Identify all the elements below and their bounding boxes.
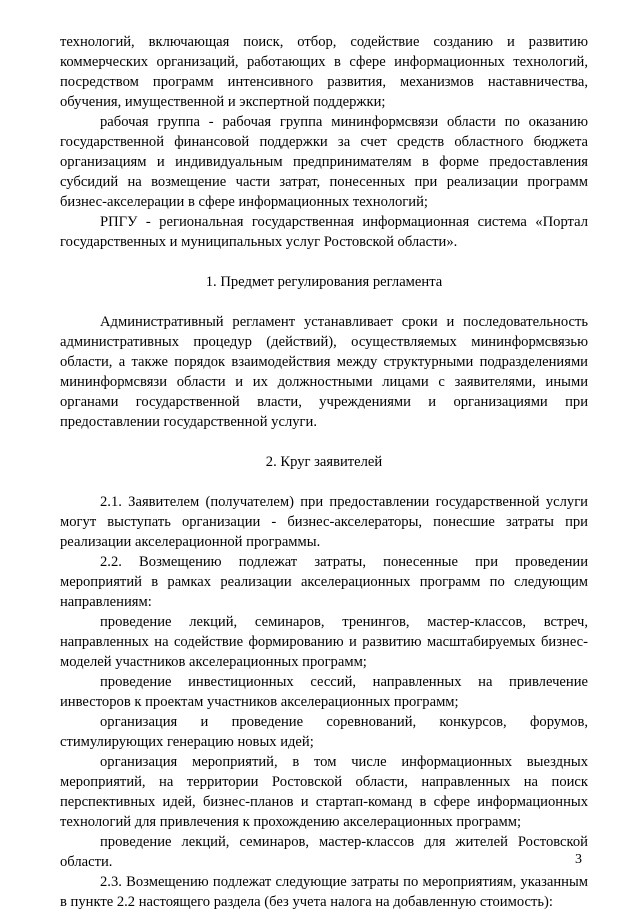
list-item: организация и проведение соревнований, конкурсов, форумов, стимулирующих генерацию новых идей; — [60, 714, 588, 750]
list-item: организация мероприятий, в том числе информационных выездных мероприятий, на территории Ростовской области, направленных на поиск перспективных идей, бизнес-планов и стартап-команд в сфере информационных технологий для привлечения к прохождению акселерационных программ; — [60, 754, 588, 830]
paragraph: 2.3. Возмещению подлежат следующие затраты по мероприятиям, указанным в пункте 2.2 настоящего раздела (без учета налога на добавленную стоимость): — [60, 874, 588, 910]
list-item: проведение инвестиционных сессий, направленных на привлечение инвесторов к проектам участников акселерационных программ; — [60, 674, 588, 710]
paragraph: технологий, включающая поиск, отбор, содействие созданию и развитию коммерческих организаций, работающих в сфере информационных технологий, посредством программ интенсивного развития, механизмов наставничества, обучения, имущественной и экспертной поддержки; — [60, 34, 588, 110]
paragraph: РПГУ - региональная государственная информационная система «Портал государственных и муниципальных услуг Ростовской области». — [60, 214, 588, 250]
document-page — [60, 32, 588, 912]
section-heading: 1. Предмет регулирования регламента — [205, 274, 443, 290]
page-number: 3 — [575, 852, 582, 867]
section-heading: 2. Круг заявителей — [265, 454, 383, 470]
paragraph: 2.2. Возмещению подлежат затраты, понесенные при проведении мероприятий в рамках реализации акселерационных программ по следующим направлениям: — [60, 554, 588, 610]
list-item: проведение лекций, семинаров, мастер-классов для жителей Ростовской области. — [60, 834, 588, 870]
list-item: проведение лекций, семинаров, тренингов, мастер-классов, встреч, направленных на содействие формированию и развитию масштабируемых бизнес-моделей участников акселерационных программ; — [60, 614, 588, 670]
paragraph: Административный регламент устанавливает сроки и последовательность административных процедур (действий), осуществляемых мининформсвязью области, а также порядок взаимодействия между структурными подразделениями мининформсвязи области и их должностными лицами с заявителями, иными органами государственной власти, учреждениями и организациями при предоставлении государственной услуги. — [60, 314, 588, 430]
paragraph: 2.1. Заявителем (получателем) при предоставлении государственной услуги могут выступать организации - бизнес-акселераторы, понесшие затраты при реализации акселерационной программы. — [60, 494, 588, 550]
paragraph: рабочая группа - рабочая группа мининформсвязи области по оказанию государственной финансовой поддержки за счет средств областного бюджета организациям и индивидуальным предпринимателям в форме предоставления субсидий на возмещение части затрат, понесенных при реализации программ бизнес-акселерации в сфере информационных технологий; — [60, 114, 588, 210]
